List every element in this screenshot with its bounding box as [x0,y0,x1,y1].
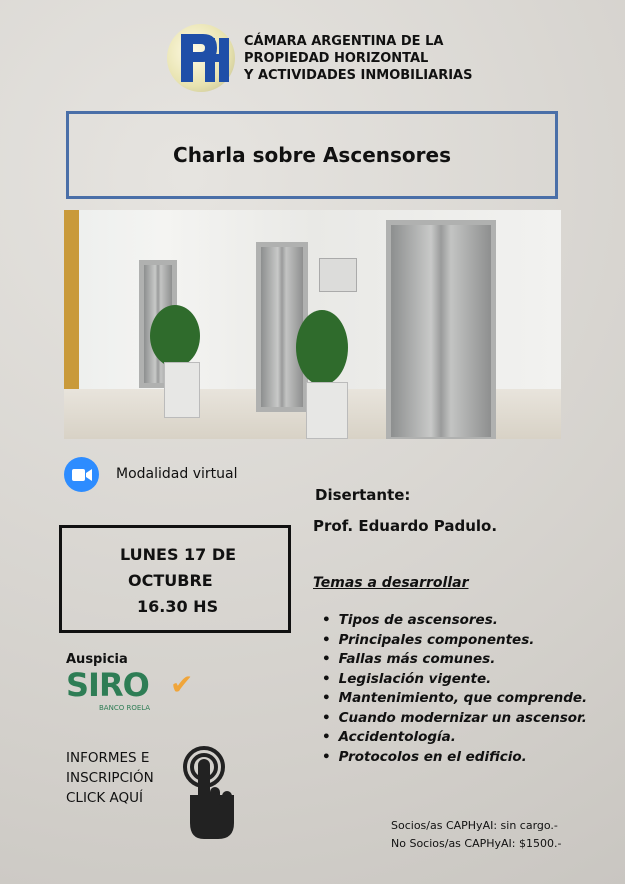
topic-item: • Principales componentes. [322,631,587,651]
info-line: CLICK AQUÍ [66,790,143,806]
speaker-label: Disertante: [315,486,411,504]
date-box [59,525,291,633]
modality-label: Modalidad virtual [116,466,238,482]
sponsor-label: Auspicia [66,652,128,667]
topic-item: • Legislación vigente. [322,670,587,690]
info-line: INFORMES E [66,750,150,766]
topics-list [322,611,587,767]
topic-item: • Accidentología. [322,728,587,748]
prices [391,817,561,853]
org-line: PROPIEDAD HORIZONTAL [244,51,429,66]
topic-item: • Fallas más comunes. [322,650,587,670]
registration-link[interactable] [66,748,154,808]
date-month: OCTUBRE [128,571,213,590]
price-members: Socios/as CAPHyAI: sin cargo.- [391,819,558,832]
hand-pointer-icon[interactable] [182,745,238,844]
sponsor-sub: BANCO ROELA [99,704,151,712]
sponsor-logo: SIRO [66,666,149,704]
topic-item: • Protocolos en el edificio. [322,748,587,768]
speaker-name: Prof. Eduardo Padulo. [313,517,498,535]
video-camera-icon [64,457,99,492]
org-line: CÁMARA ARGENTINA DE LA [244,34,444,49]
date-time: 16.30 HS [137,597,219,616]
topic-item: • Tipos de ascensores. [322,611,587,631]
price-non-members: No Socios/as CAPHyAI: $1500.- [391,837,562,850]
topic-item: • Mantenimiento, que comprende. [322,689,587,709]
org-name [244,33,472,84]
elevators-photo [64,210,561,439]
check-icon: ✔ [170,668,194,701]
event-title: Charla sobre Ascensores [66,111,558,199]
org-logo-letters [175,30,231,90]
info-line: INSCRIPCIÓN [66,770,154,786]
org-line: Y ACTIVIDADES INMOBILIARIAS [244,68,473,83]
topics-heading: Temas a desarrollar [313,575,469,591]
topic-item: • Cuando modernizar un ascensor. [322,709,587,729]
date-day: LUNES 17 DE [120,545,237,564]
